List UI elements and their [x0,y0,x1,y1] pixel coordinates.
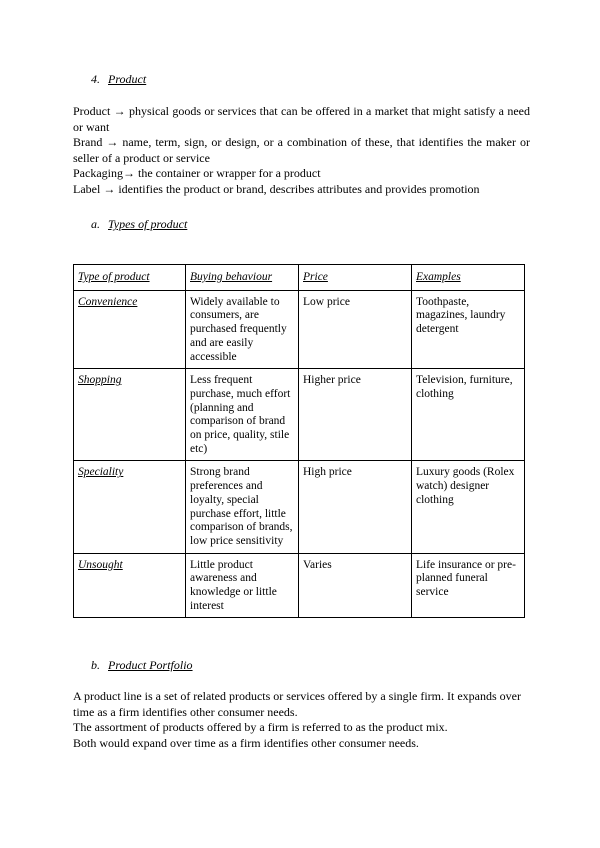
portfolio-paragraph: Both would expand over time as a firm identifies other consumer needs. [73,735,419,750]
section-title: Product [108,72,147,86]
header-price: Price [299,265,412,291]
portfolio-paragraph: A product line is a set of related products or services offered by a single firm. It expands over time as a firm identifies other consumer needs. [73,689,521,719]
cell-behaviour: Little product awareness and knowledge or little interest [186,553,299,618]
cell-price: Higher price [299,369,412,461]
section-heading [91,72,146,87]
cell-behaviour: Strong brand preferences and loyalty, special purchase effort, little comparison of brands, low price sensitivity [186,461,299,553]
subheading-portfolio [91,658,193,673]
cell-price: Low price [299,290,412,369]
subheading-title: Types of product [108,217,188,231]
portfolio-paragraph: The assortment of products offered by a firm is referred to as the product mix. [73,720,448,734]
header-examples: Examples [412,265,525,291]
header-type: Type of product [74,265,186,291]
table-row [74,553,525,618]
cell-examples: Luxury goods (Rolex watch) designer clothing [412,461,525,553]
subheading-letter: a. [91,217,100,231]
cell-type: Unsought [74,553,186,618]
cell-price: Varies [299,553,412,618]
cell-type: Convenience [74,290,186,369]
cell-examples: Toothpaste, magazines, laundry detergent [412,290,525,369]
cell-behaviour: Less frequent purchase, much effort (planning and comparison of brand on price, quality, stile etc) [186,369,299,461]
table-row [74,461,525,553]
definition-label: Label → identifies the product or brand, describes attributes and provides promotion [73,181,480,196]
table-row [74,290,525,369]
cell-behaviour: Widely available to consumers, are purchased frequently and are easily accessible [186,290,299,369]
cell-type: Shopping [74,369,186,461]
section-number: 4. [91,72,100,86]
definition-product: Product → physical goods or services that can be offered in a market that might satisfy a need or want [73,104,530,134]
cell-type: Speciality [74,461,186,553]
subheading-title: Product Portfolio [108,658,193,672]
definition-packaging: Packaging→ the container or wrapper for a product [73,166,321,180]
table-header-row [74,265,525,291]
cell-examples: Television, furniture, clothing [412,369,525,461]
product-types-table [73,264,525,618]
subheading-types [91,217,187,232]
table-row [74,369,525,461]
cell-examples: Life insurance or pre-planned funeral service [412,553,525,618]
subheading-letter: b. [91,658,100,672]
header-behaviour: Buying behaviour [186,265,299,291]
definition-brand: Brand → name, term, sign, or design, or a combination of these, that identifies the maker or seller of a product or service [73,135,530,165]
portfolio-block [73,689,530,751]
cell-price: High price [299,461,412,553]
definitions-block [73,104,530,197]
